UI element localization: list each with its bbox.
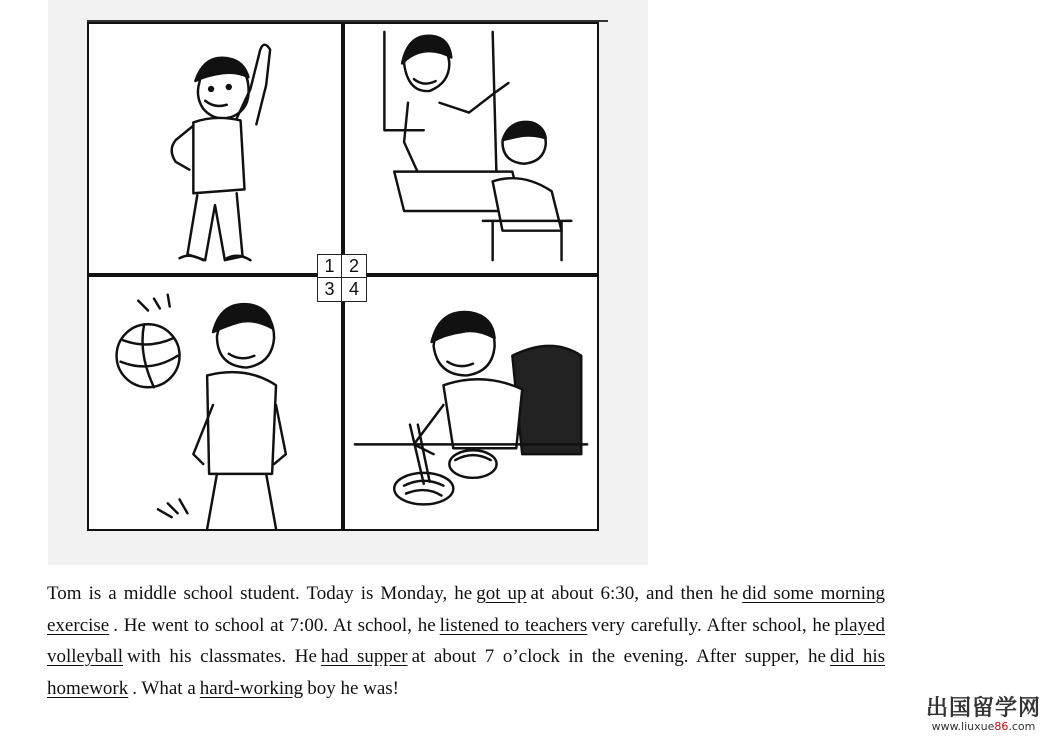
answer-blank: played volleyball [47,614,885,667]
passage-text: very carefully. After school, he [591,614,831,636]
site-watermark [926,691,1041,733]
watermark-url-number: 86 [994,720,1009,733]
answer-blank: did his homework [47,646,886,699]
watermark-url-prefix: www.liuxue [931,720,995,733]
passage-text: boy he was! [307,677,399,699]
panel-4-supper [343,275,599,531]
passage-text: . What a [132,677,196,699]
passage-text: with his classmates. He [126,646,317,667]
passage-text: at about 6:30, and then he [530,583,739,604]
key-number-2: 2 [342,255,366,278]
panel-1-getting-up [87,22,343,275]
key-number-3: 3 [318,278,342,301]
boy-stretching-illustration [89,24,341,273]
passage-text: Tom is a middle school student. Today is Monday, he [47,583,473,604]
classroom-illustration [345,24,597,273]
panel-3-volleyball [87,275,343,531]
answer-blank: did some morning exercise [47,583,886,636]
key-number-1: 1 [318,255,342,278]
answer-blank: listened to teachers [439,614,588,636]
supper-illustration [345,277,597,529]
panel-2-classroom [343,22,599,275]
key-number-4: 4 [348,279,359,299]
watermark-title: 出国留学网 [925,696,1041,721]
watermark-url-suffix: .com [1008,720,1036,733]
answer-blank: had supper [320,646,408,667]
passage-text: at about 7 o’clock in the evening. After supper, he [411,646,826,667]
story-passage [47,578,885,704]
answer-blank: hard-working [199,677,304,699]
passage-text: . He went to school at 7:00. At school, he [113,614,436,636]
watermark-url [926,720,1041,733]
answer-blank: got up [476,583,527,604]
volleyball-illustration [89,277,341,529]
panel-order-key [317,254,367,302]
